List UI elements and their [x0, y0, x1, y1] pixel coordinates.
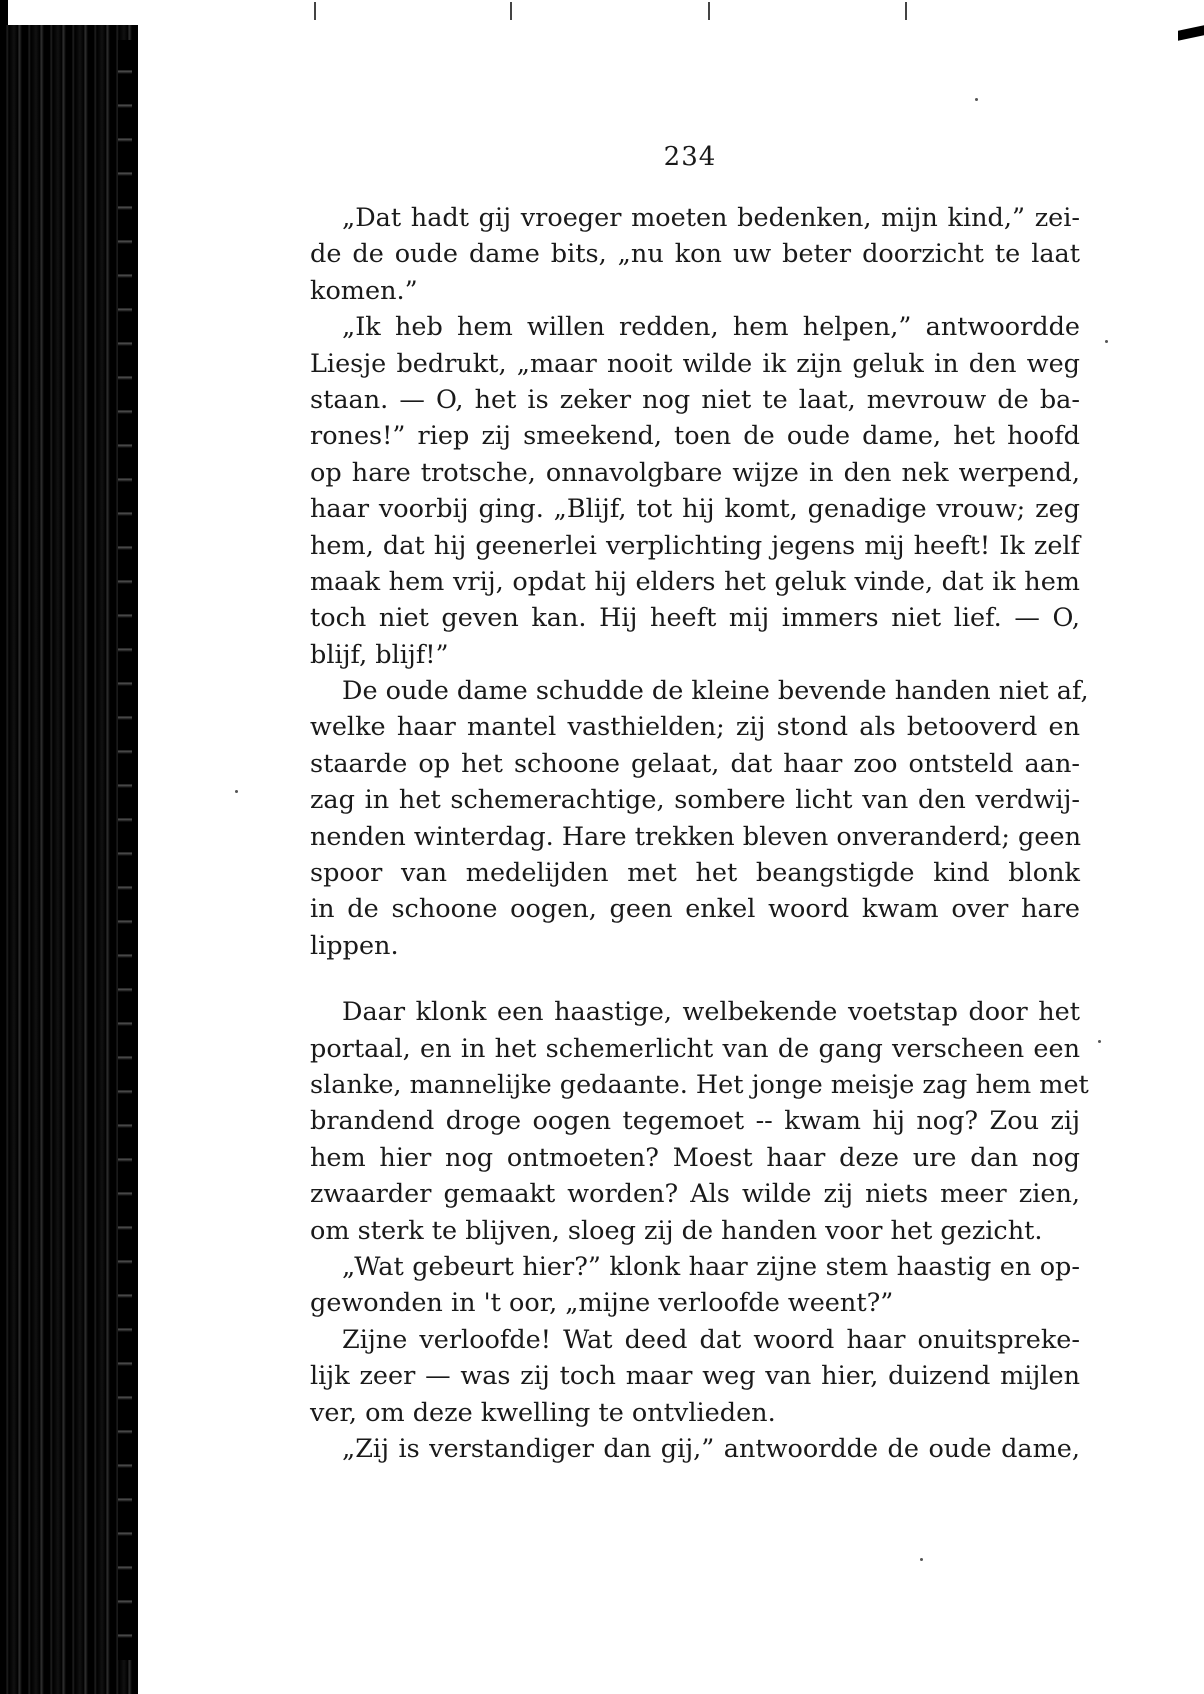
text-line: zwaarder gemaakt worden? Als wilde zij niets meer zien,: [310, 1179, 1080, 1210]
text-line: slanke, mannelijke gedaante. Het jonge meisje zag hem met: [310, 1069, 1089, 1100]
text-line: ver, om deze kwelling te ontvlieden.: [310, 1397, 776, 1428]
text-line: zag in het schemerachtige, sombere licht van den verdwij-: [310, 785, 1080, 816]
text-line: hem, dat hij geenerlei verplichting jegens mij heeft! Ik zelf: [310, 530, 1080, 561]
text-line: staarde op het schoone gelaat, dat haar zoo ontsteld aan-: [310, 748, 1080, 779]
scan-tick-mark: [905, 2, 907, 20]
text-line: staan. — O, het is zeker nog niet te laat, mevrouw de ba-: [310, 384, 1080, 415]
text-line: spoor van medelijden met het beangstigde kind blonk: [310, 858, 1080, 889]
scan-speck: [235, 790, 238, 793]
text-line: rones!” riep zij smeekend, toen de oude dame, het hoofd: [310, 421, 1080, 452]
page-number: 234: [663, 142, 717, 172]
scan-tick-mark: [314, 2, 316, 20]
scan-speck: [1098, 1040, 1101, 1043]
scan-corner-mark: [1178, 25, 1204, 41]
text-line: op hare trotsche, onnavolgbare wijze in den nek werpend,: [310, 457, 1080, 488]
text-line: „Ik heb hem willen redden, hem helpen,” antwoordde: [342, 312, 1080, 343]
binding-shadow-top: [0, 0, 8, 25]
text-line: haar voorbij ging. „Blijf, tot hij komt, genadige vrouw; zeg: [310, 494, 1080, 525]
text-line: komen.”: [310, 275, 418, 306]
scan-speck: [920, 1558, 923, 1561]
scan-tick-mark: [708, 2, 710, 20]
text-line: in de schoone oogen, geen enkel woord kwam over hare: [310, 894, 1080, 925]
text-line: Liesje bedrukt, „maar nooit wilde ik zijn geluk in den weg: [310, 348, 1080, 379]
text-line: de de oude dame bits, „nu kon uw beter doorzicht te laat: [310, 239, 1080, 270]
text-line: De oude dame schudde de kleine bevende handen niet af,: [342, 676, 1089, 707]
text-line: Daar klonk een haastige, welbekende voetstap door het: [342, 997, 1080, 1028]
text-line: „Zij is verstandiger dan gij,” antwoordde de oude dame,: [342, 1433, 1080, 1464]
paragraph: [310, 200, 1080, 309]
text-line: Zijne verloofde! Wat deed dat woord haar onuitspreke-: [342, 1324, 1080, 1355]
paragraph: [310, 1249, 1080, 1322]
text-line: welke haar mantel vasthielden; zij stond als betooverd en: [310, 712, 1080, 743]
page-body-text: [310, 200, 1089, 1467]
scan-speck: [975, 98, 978, 101]
text-line: toch niet geven kan. Hij heeft mij immers niet lief. — O,: [310, 603, 1080, 634]
section-gap: [310, 964, 1080, 994]
paragraph: [310, 994, 1089, 1249]
text-line: lippen.: [310, 930, 399, 961]
text-line: „Dat hadt gij vroeger moeten bedenken, mijn kind,” zei-: [342, 203, 1080, 233]
text-line: brandend droge oogen tegemoet -- kwam hij nog? Zou zij: [310, 1106, 1080, 1137]
scan-speck: [1105, 340, 1108, 343]
paragraph: [310, 1322, 1080, 1431]
text-line: maak hem vrij, opdat hij elders het geluk vinde, dat ik hem: [310, 566, 1080, 597]
scan-tick-mark: [510, 2, 512, 20]
paragraph: [310, 309, 1080, 673]
text-line: lijk zeer — was zij toch maar weg van hier, duizend mijlen: [310, 1361, 1080, 1392]
page-edge-stack: [118, 40, 132, 1660]
text-line: hem hier nog ontmoeten? Moest haar deze ure dan nog: [310, 1142, 1080, 1173]
text-line: om sterk te blijven, sloeg zij de handen voor het gezicht.: [310, 1215, 1043, 1246]
paragraph: [310, 673, 1089, 964]
text-line: portaal, en in het schemerlicht van de gang verscheen een: [310, 1033, 1080, 1064]
text-line: nenden winterdag. Hare trekken bleven onveranderd; geen: [310, 821, 1081, 852]
text-line: blijf, blijf!”: [310, 639, 449, 670]
text-line: „Wat gebeurt hier?” klonk haar zijne stem haastig en op-: [342, 1251, 1080, 1282]
text-line: gewonden in 't oor, „mijne verloofde weent?”: [310, 1288, 894, 1319]
paragraph: [310, 1431, 1080, 1467]
